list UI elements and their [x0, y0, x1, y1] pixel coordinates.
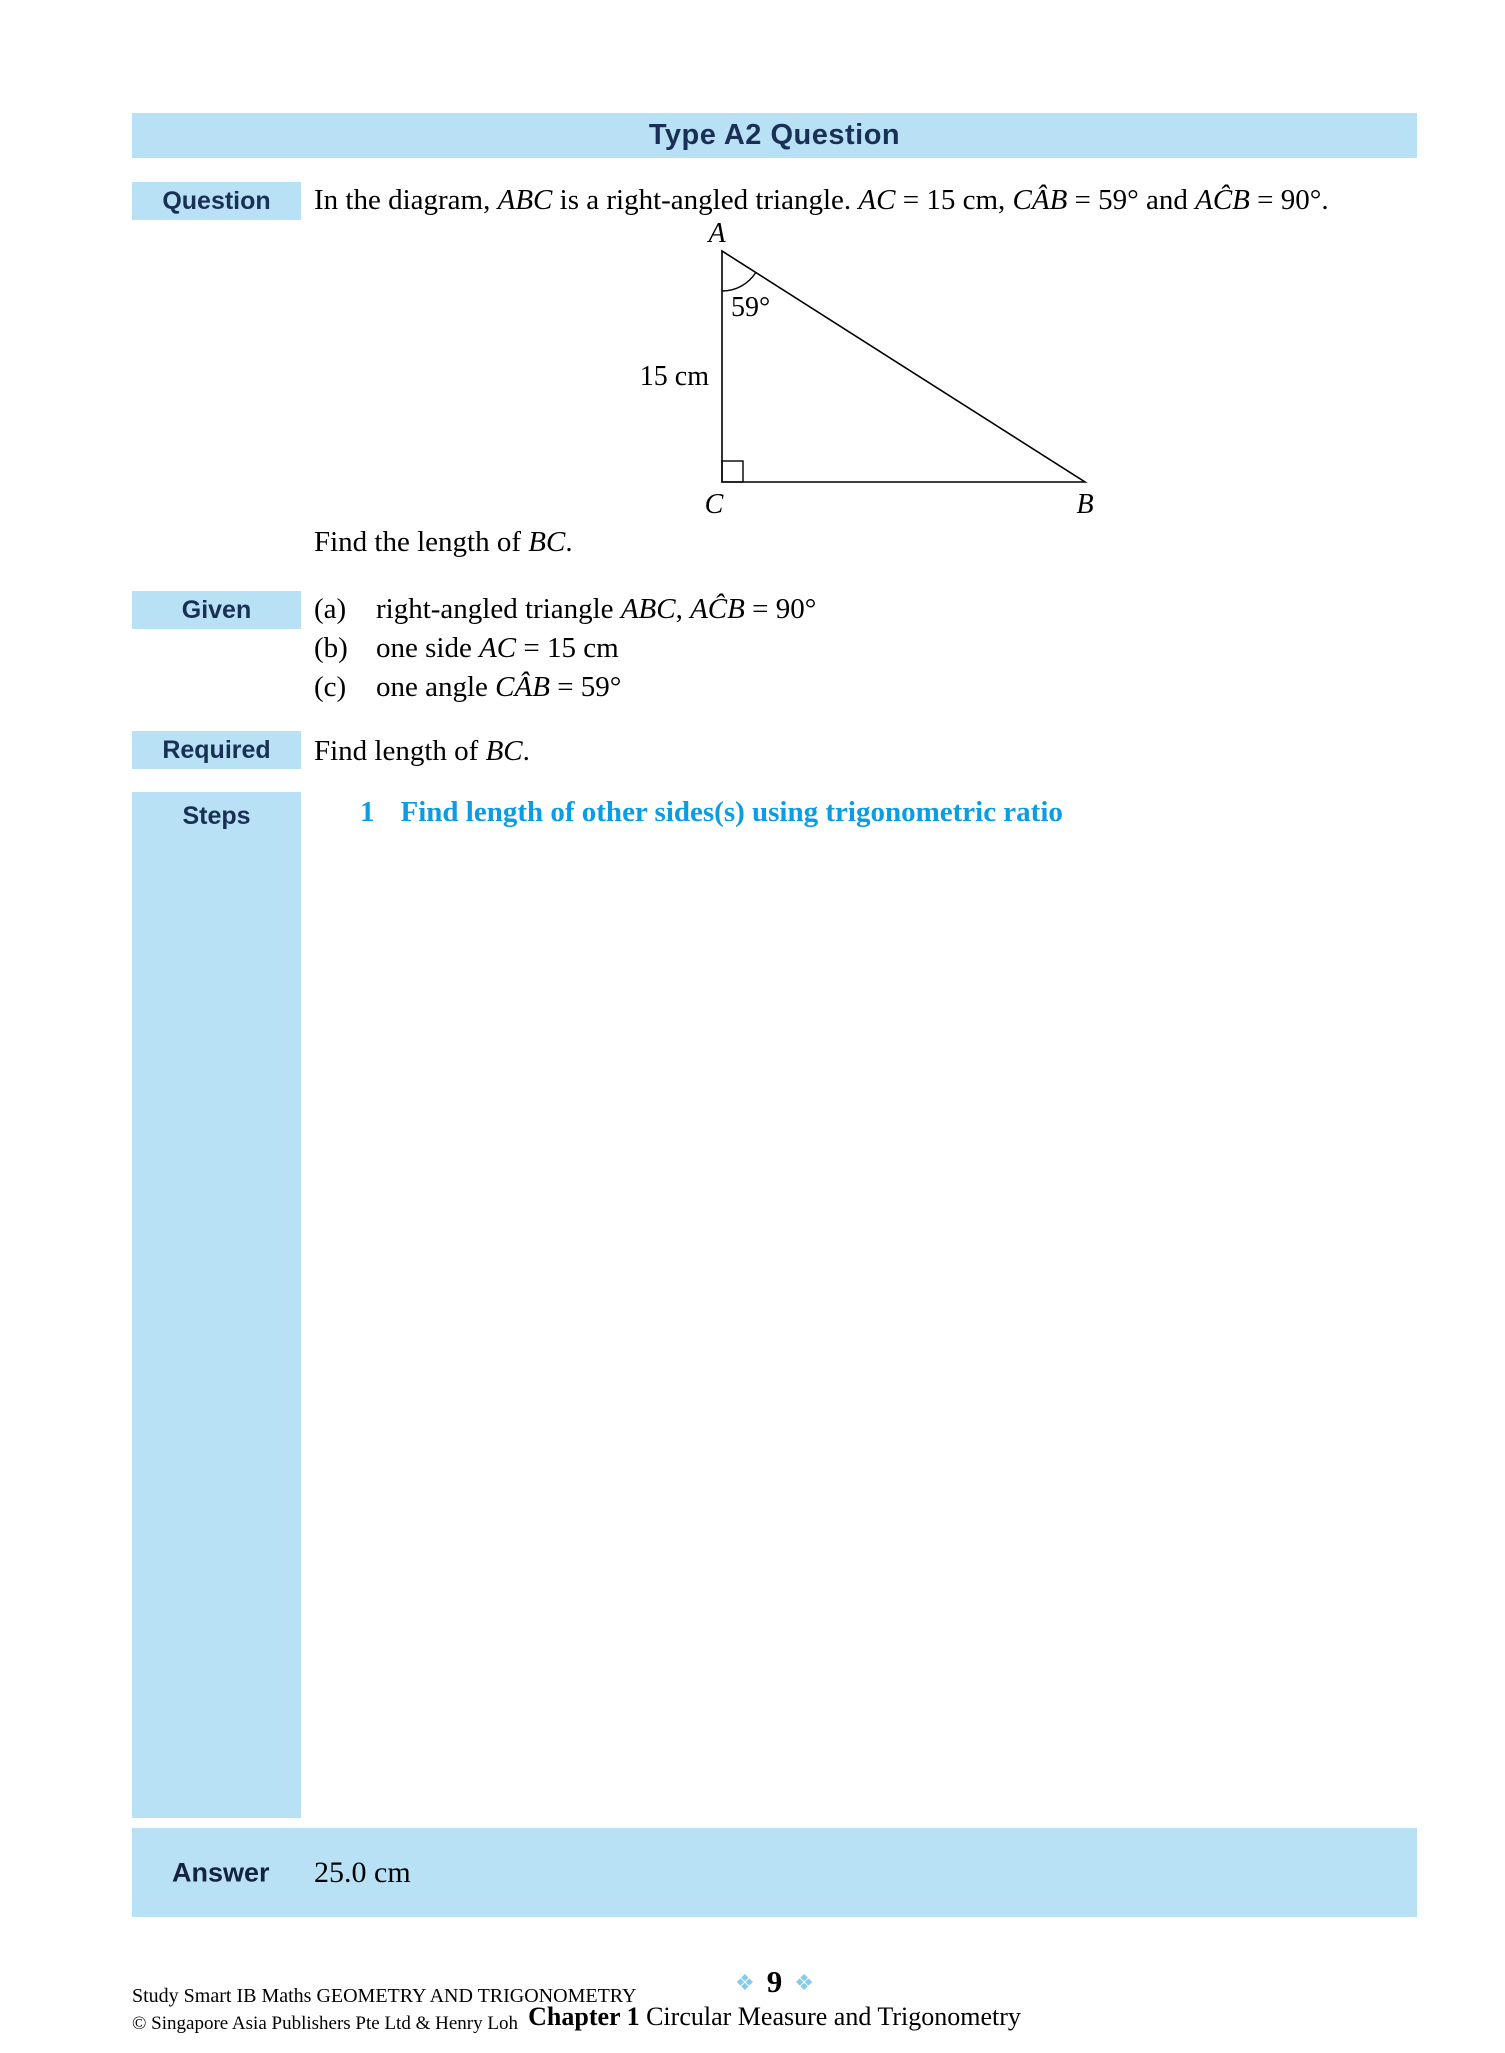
vertex-a-label: A: [708, 218, 726, 249]
required-text-part: Find length of: [314, 735, 486, 767]
question-text-part: = 15 cm,: [895, 184, 1013, 216]
given-item-text-part: AĈB: [690, 593, 745, 625]
vertex-b-label: B: [1076, 489, 1094, 520]
type-header-bar: [132, 113, 1417, 158]
given-label-text: Given: [181, 595, 252, 624]
ornament-icon: ❖: [735, 1971, 755, 1996]
question-text-part: CÂB: [1012, 184, 1068, 216]
answer-bar: [132, 1828, 1417, 1917]
angle-arc: [722, 273, 756, 292]
question-text-part: AĈB: [1195, 184, 1250, 216]
question-text-part: is a right-angled triangle.: [552, 184, 859, 216]
footer-imprint-line2: © Singapore Asia Publishers Pte Ltd & Henry Loh: [132, 2013, 518, 2034]
question-text-part: = 90°.: [1249, 184, 1329, 216]
given-item-text-part: = 59°: [549, 671, 622, 703]
given-item-text-part: AC: [479, 632, 517, 664]
footer-chapter-line: [132, 2002, 1417, 2032]
required-text: [314, 733, 530, 769]
right-angle-marker: [722, 461, 743, 482]
chapter-title: Circular Measure and Trigonometry: [646, 2002, 1021, 2031]
given-label: [132, 591, 301, 629]
question-label: [132, 182, 301, 220]
angle-value-label: 59°: [731, 292, 771, 323]
step-text: Find length of other sides(s) using trigonometric ratio: [400, 796, 1063, 828]
question-text-part: ABC: [497, 184, 553, 216]
given-item-text-part: right-angled triangle: [376, 593, 621, 625]
question-find-text: [314, 524, 573, 560]
given-item-text-part: = 90°: [744, 593, 817, 625]
type-header-title: Type A2 Question: [648, 119, 901, 151]
chapter-label: Chapter 1: [528, 2002, 640, 2031]
given-item: [314, 629, 816, 668]
find-text-part: Find the length of: [314, 526, 529, 558]
steps-label-text: Steps: [182, 802, 251, 830]
find-text-part: BC: [528, 526, 566, 558]
footer-page-number-block: [132, 1964, 1417, 2000]
triangle-outline: [722, 251, 1085, 482]
triangle-diagram: [581, 200, 1136, 530]
find-text-part: .: [565, 526, 573, 558]
question-text-part: AC: [858, 184, 896, 216]
given-item: [314, 668, 816, 707]
question-text-part: In the diagram,: [314, 184, 498, 216]
question-text-part: = 59° and: [1067, 184, 1196, 216]
given-list: [314, 590, 816, 707]
given-item: [314, 590, 816, 629]
step-number: 1: [360, 796, 375, 828]
footer-imprint-line1: Study Smart IB Maths GEOMETRY AND TRIGONOMETRY: [132, 1985, 637, 2007]
vertex-c-label: C: [704, 489, 724, 520]
step-item: [360, 794, 1063, 830]
given-item-text-part: ,: [675, 593, 691, 625]
given-item-text-part: = 15 cm: [516, 632, 619, 664]
given-item-text-part: one angle: [376, 671, 496, 703]
given-item-letter: (a): [314, 593, 347, 625]
question-label-text: Question: [162, 186, 271, 215]
required-label: [132, 731, 301, 769]
given-item-text-part: one side: [376, 632, 480, 664]
steps-panel: [132, 792, 301, 1818]
side-length-label: 15 cm: [639, 361, 709, 392]
given-item-letter: (b): [314, 632, 348, 664]
ornament-icon: ❖: [794, 1971, 814, 1996]
given-item-text-part: CÂB: [495, 671, 550, 703]
page-number: 9: [766, 1964, 783, 1999]
required-text-part: BC: [485, 735, 523, 767]
required-label-text: Required: [162, 735, 271, 764]
given-item-letter: (c): [314, 671, 347, 703]
required-text-part: .: [522, 735, 530, 767]
answer-value: 25.0 cm: [314, 1855, 411, 1889]
given-item-text-part: ABC: [620, 593, 676, 625]
answer-label: Answer: [172, 1857, 270, 1887]
